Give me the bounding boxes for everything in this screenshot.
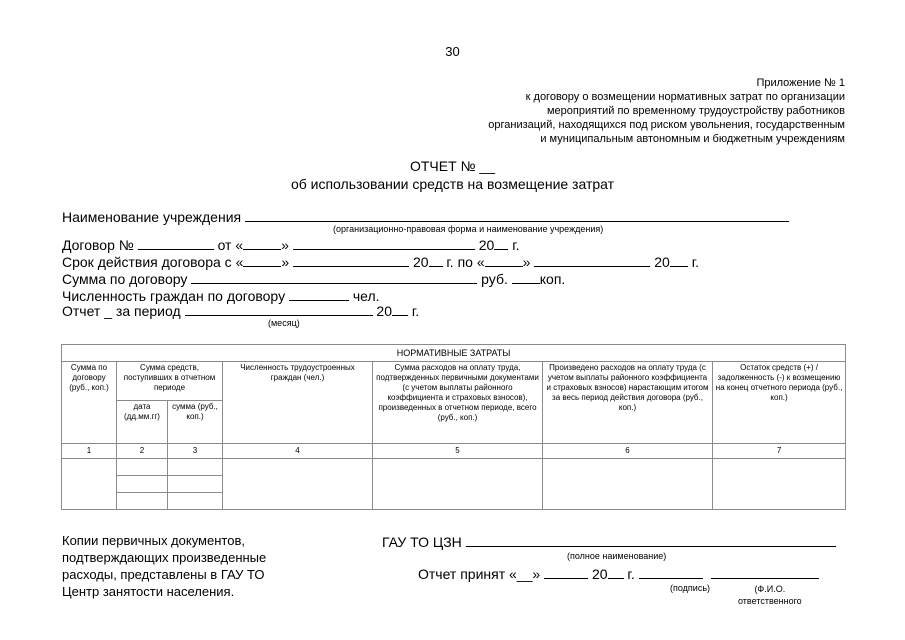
year-prefix: 20 [376,303,392,319]
fio-field[interactable] [711,565,819,579]
cell-balance[interactable] [713,459,846,510]
signature-field[interactable] [639,565,703,579]
accepted-label: Отчет принят «__» [418,566,541,582]
col1-header: Сумма по договору (руб., коп.) [62,362,117,444]
group-header: НОРМАТИВНЫЕ ЗАТРАТЫ [62,345,846,362]
period-label: Отчет _ за период [62,303,181,319]
validity-from-year-field[interactable] [429,253,443,267]
copies-note [62,532,266,600]
validity-from-month-field[interactable] [293,253,409,267]
fio-hint-line: (Ф.И.О. [754,584,786,594]
kop-label: коп. [539,271,566,287]
table-row [62,459,846,476]
validity-to-day-field[interactable] [485,253,523,267]
page-number: 30 [445,44,460,59]
contract-line [62,236,519,253]
contract-label: Договор № [62,237,134,253]
column-number: 2 [117,444,168,459]
period-line [62,302,419,319]
accepted-year-field[interactable] [608,565,624,579]
signature-hint: (подпись) [670,583,711,593]
institution-label: Наименование учреждения [62,209,242,225]
copies-line: Копии первичных документов, [62,533,245,548]
cell-period-expenses[interactable] [373,459,543,510]
validity-to-label: г. по « [446,254,485,270]
validity-to-month-field[interactable] [534,253,650,267]
table-number-row [62,444,846,459]
headcount-unit: чел. [352,288,380,304]
contract-year-field[interactable] [494,236,508,250]
col4-header: Численность трудоустроенных граждан (чел.) [223,362,373,444]
cell-date[interactable] [117,459,168,476]
gau-line [382,533,836,550]
year-suffix: г. [691,254,699,270]
amount-label: Сумма по договору [62,271,188,287]
cell-amount[interactable] [168,476,223,493]
normative-costs-table [61,344,846,510]
contract-number-field[interactable] [138,236,214,250]
validity-line [62,253,699,270]
quote-close: » [281,254,290,270]
cell-amount[interactable] [168,493,223,510]
full-name-hint: (полное наименование) [567,551,667,561]
contract-from-label: от « [217,237,244,253]
appendix-line: и муниципальным автономным и бюджетным учреждениям [540,133,845,145]
period-year-field[interactable] [392,302,408,316]
quote-close: » [281,237,289,253]
cell-date[interactable] [117,493,168,510]
year-prefix: 20 [478,237,495,253]
fio-hint-line: ответственного [738,596,802,606]
rub-label: руб. [481,271,508,287]
report-title-block [0,157,905,193]
year-prefix: 20 [412,254,429,270]
validity-label: Срок действия договора с « [62,254,244,270]
col3-header: сумма (руб., коп.) [168,401,223,444]
gau-label: ГАУ ТО ЦЗН [382,534,462,550]
column-number: 5 [373,444,543,459]
column-number: 1 [62,444,117,459]
column-number: 3 [168,444,223,459]
period-month-field[interactable] [185,302,373,316]
gau-name-field[interactable] [466,533,836,547]
month-hint: (месяц) [268,318,300,328]
copies-line: расходы, представлены в ГАУ ТО [62,567,265,582]
institution-field[interactable] [245,208,789,222]
column-number: 6 [543,444,713,459]
contract-month-field[interactable] [293,236,475,250]
appendix-line: организаций, находящихся под риском увольнения, государственным [488,119,845,131]
appendix-line: к договору о возмещении нормативных затрат по организации [525,91,845,103]
amount-kop-field[interactable] [512,270,540,284]
institution-line [62,208,789,225]
column-number: 7 [713,444,846,459]
cell-date[interactable] [117,476,168,493]
copies-line: Центр занятости населения. [62,584,235,599]
table-group-header-row [62,345,846,362]
accepted-line [418,565,819,582]
quote-close: » [522,254,531,270]
appendix-line: Приложение № 1 [756,77,845,89]
institution-hint: (организационно-правовая форма и наименование учреждения) [333,224,604,234]
headcount-field[interactable] [289,287,349,301]
headcount-label: Численность граждан по договору [62,288,286,304]
table-header-row [62,362,846,401]
cell-amount[interactable] [168,459,223,476]
report-subtitle: об использовании средств на возмещение затрат [290,176,615,192]
validity-from-day-field[interactable] [243,253,281,267]
validity-to-year-field[interactable] [670,253,688,267]
year-suffix: г. [627,566,635,582]
year-prefix: 20 [654,254,670,270]
col2-header: дата (дд.мм.гг) [117,401,168,444]
cell-contract-sum[interactable] [62,459,117,510]
accepted-month-field[interactable] [544,565,588,579]
col5-header: Сумма расходов на оплату труда, подтвержденных первичными документами (с учетом выплаты районного коэффициента и страховых взносов), произведенных в отчетном периоде, всего (руб., коп.) [373,362,543,444]
year-suffix: г. [512,237,520,253]
col23-group-header: Сумма средств, поступивших в отчетном периоде [117,362,223,401]
appendix-header [488,76,845,146]
year-suffix: г. [411,303,420,319]
contract-day-field[interactable] [243,236,281,250]
column-number: 4 [223,444,373,459]
cell-headcount[interactable] [223,459,373,510]
amount-rub-field[interactable] [191,270,477,284]
appendix-line: мероприятий по временному трудоустройству работников [546,105,845,117]
col7-header: Остаток средств (+) / задолженность (-) к возмещению на конец отчетного периода (руб., коп.) [713,362,846,444]
amount-line [62,270,565,287]
cell-cumulative-expenses[interactable] [543,459,713,510]
copies-line: подтверждающих произведенные [62,550,267,565]
report-title: ОТЧЕТ № __ [409,158,496,174]
col6-header: Произведено расходов на оплату труда (с учетом выплаты районного коэффициента и страховых взносов) нарастающим итогом за весь период действия договора (руб., коп.) [543,362,713,444]
fio-hint [738,583,802,607]
year-prefix: 20 [591,566,608,582]
